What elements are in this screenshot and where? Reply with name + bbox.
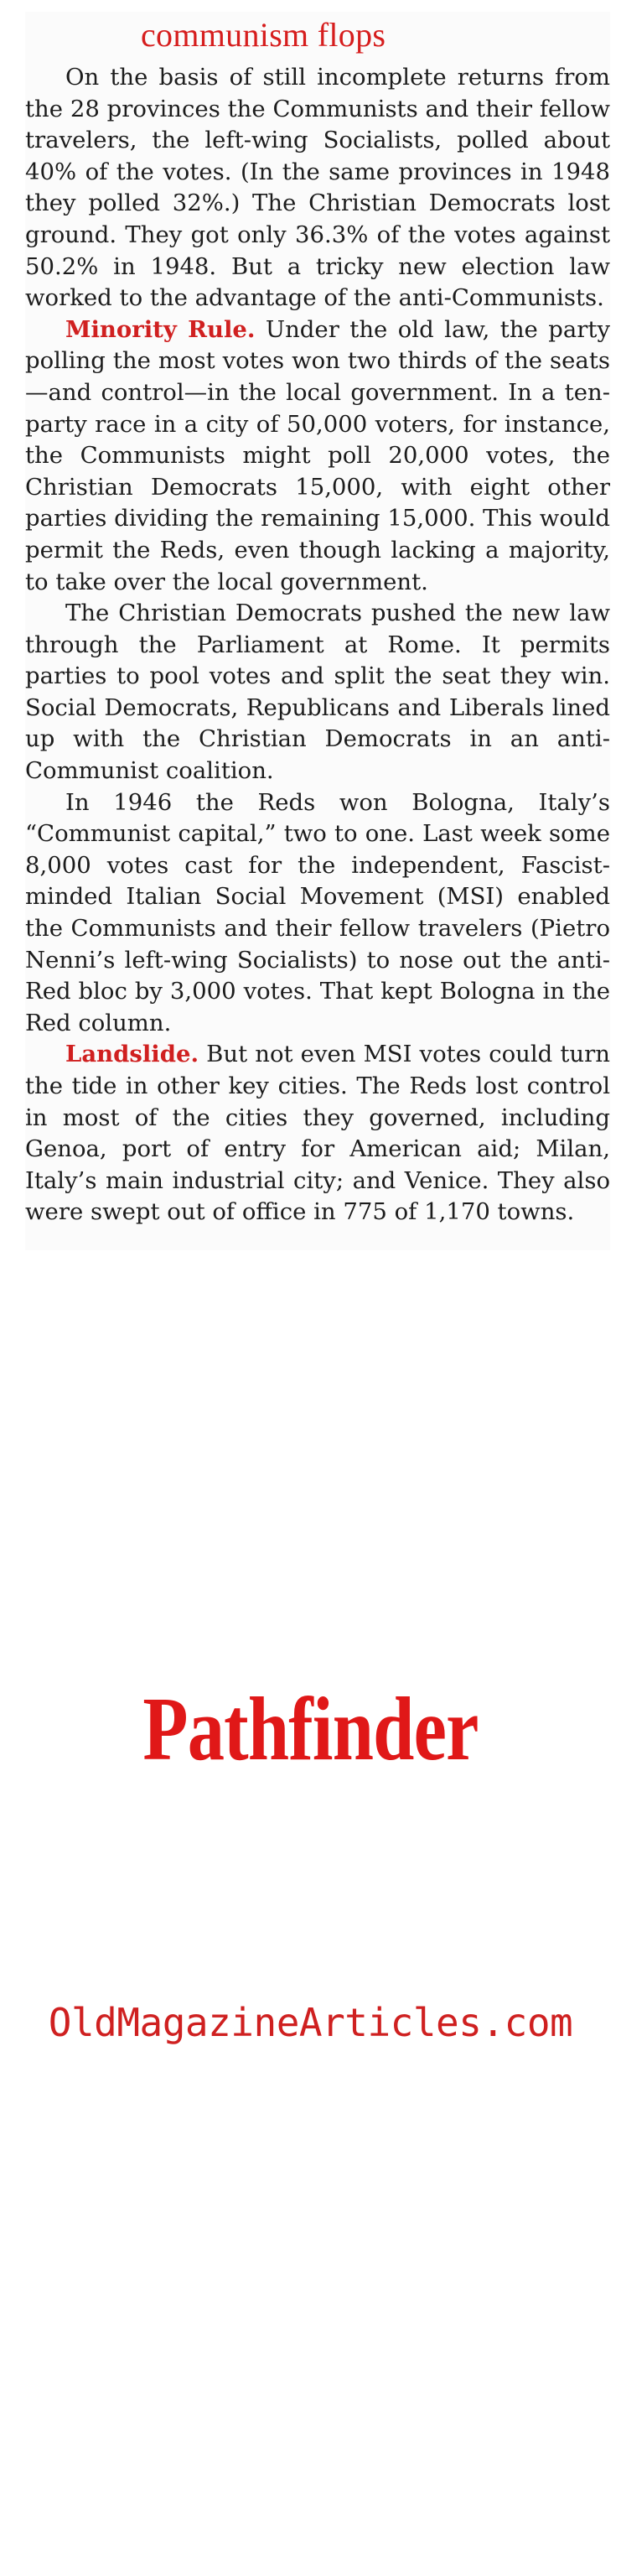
- paragraph-3-text: The Christian Democrats pushed the new law through the Parliament at Rome. It permits parties to pool votes and split the seat they win. Social Democrats, Republicans and Liberals lined up with the Christian Democrats in an anti-Communist coalition.: [25, 600, 610, 785]
- article-clipping: [25, 12, 610, 1250]
- article-paragraph-5: [25, 1039, 610, 1228]
- article-headline: communism flops: [141, 16, 386, 54]
- paragraph-5-text: But not even MSI votes could turn the tide in other key cities. The Reds lost control in most of the cities they governed, including Genoa, port of entry for American aid; Milan, Italy’s main industrial city; and Venice. They also were swept out of office in 775 of 1,170 towns.: [25, 1041, 610, 1226]
- article-paragraph-2: [25, 314, 610, 598]
- paragraph-1-text: On the basis of still incomplete returns from the 28 provinces the Communists and their fellow travelers, the left-wing Socialists, polled about 40% of the votes. (In the same provinces in 1948 they polled 32%.) The Christian Democrats lost ground. They got only 36.3% of the votes against 50.2% in 1948. But a tricky new election law worked to the advantage of the anti-Communists.: [25, 64, 610, 312]
- subhead-landslide: Landslide.: [65, 1041, 199, 1068]
- paragraph-2-text: Under the old law, the party polling the most votes won two thirds of the seats—and control—in the local government. In a ten-party race in a city of 50,000 voters, for instance, the Communists might poll 20,000 votes, the Christian Democrats 15,000, with eight other parties dividing the remaining 15,000. This would permit the Reds, even though lacking a majority, to take over the local government.: [25, 315, 611, 595]
- subhead-minority-rule: Minority Rule.: [65, 315, 256, 343]
- article-paragraph-1: [25, 62, 610, 314]
- paragraph-4-text: In 1946 the Reds won Bologna, Italy’s “Communist capital,” two to one. Last week some 8,000 votes cast for the independent, Fascist-minded Italian Social Movement (MSI) enabled the Communists and their fellow travelers (Pietro Nenni’s left-wing Socialists) to nose out the anti-Red bloc by 3,000 votes. That kept Bologna in the Red column.: [25, 788, 610, 1036]
- site-name: OldMagazineArticles.com: [48, 2000, 573, 2045]
- article-paragraph-3: [25, 598, 610, 787]
- article-paragraph-4: [25, 787, 610, 1040]
- pathfinder-masthead-logo: Pathfinder: [142, 1680, 479, 1779]
